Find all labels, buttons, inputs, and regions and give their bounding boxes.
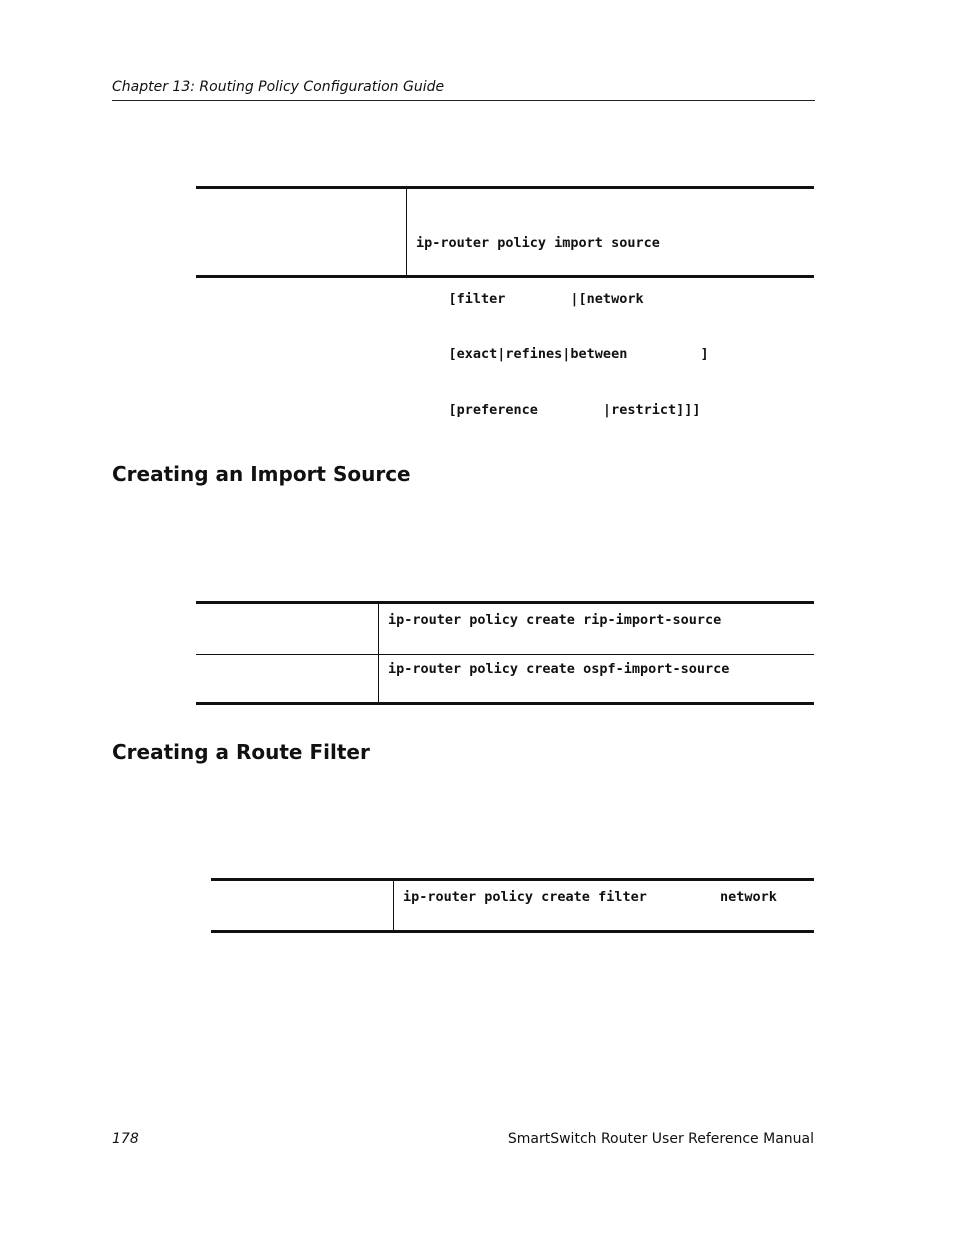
command-line: [preference |restrict]]] [416,401,701,418]
table-cell-left [211,881,394,930]
table-row [196,189,814,418]
section-heading-route-filter: Creating a Route Filter [112,740,370,764]
import-source-table [196,601,814,705]
table-cell-left [196,189,407,275]
table-row [196,604,814,654]
route-filter-table [211,878,814,933]
command-syntax [407,189,814,418]
command-text: ip-router policy create filter network [403,889,777,905]
table-row [211,881,814,930]
command-text: ip-router policy create ospf-import-source [388,661,730,677]
header-rule [112,100,815,101]
command-text: ip-router policy create rip-import-source [388,612,722,628]
manual-title: SmartSwitch Router User Reference Manual [507,1131,814,1147]
command-line: ip-router policy import source [416,235,660,251]
page-number: 178 [112,1131,139,1147]
command-line: [filter |[network [416,290,644,307]
table-cell-left [196,604,379,654]
running-header: Chapter 13: Routing Policy Configuration Guide [112,79,445,95]
table-cell-left [196,655,379,702]
section-heading-import-source: Creating an Import Source [112,462,411,486]
import-syntax-table [196,186,814,418]
table-row [196,654,814,702]
command-line: [exact|refines|between ] [416,346,709,362]
